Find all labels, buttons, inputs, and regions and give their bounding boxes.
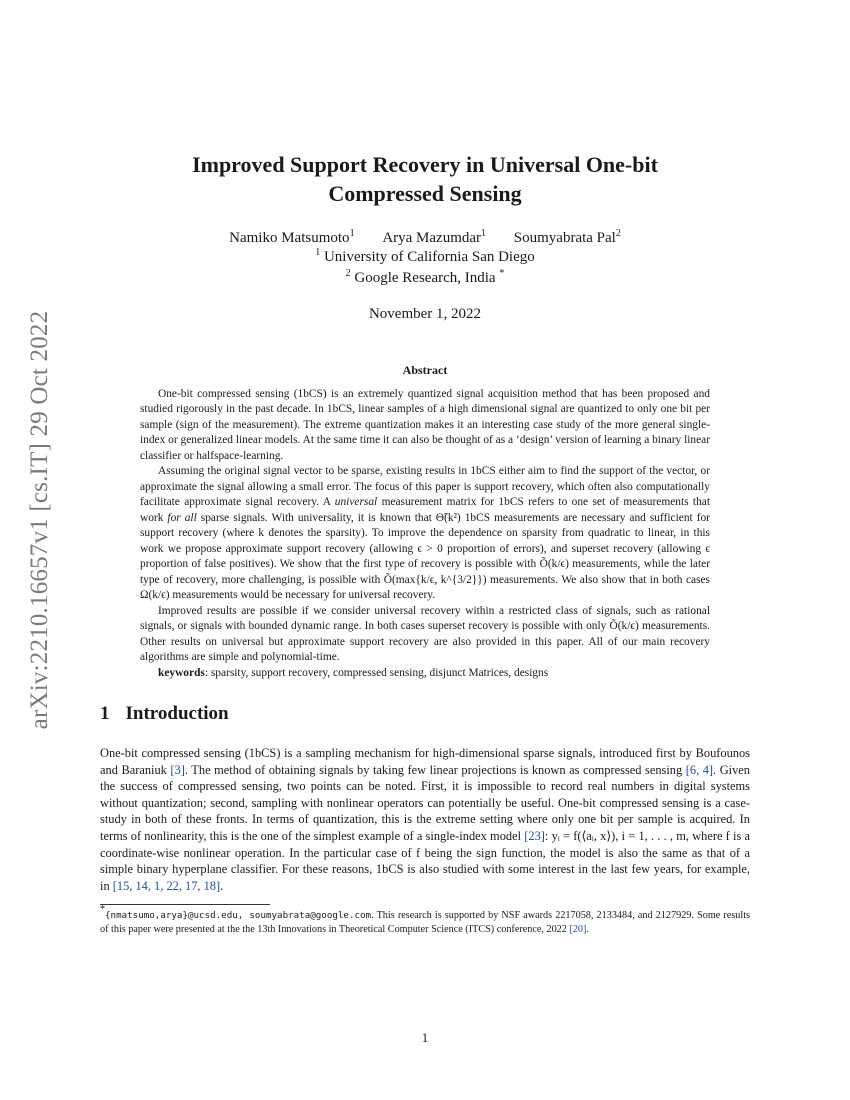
affiliation-mark: 1 [481, 228, 487, 239]
title-line-2: Compressed Sensing [328, 181, 522, 206]
affiliation-name: Google Research, India [354, 270, 496, 286]
affiliation-name: University of California San Diego [323, 249, 535, 265]
affiliation [100, 268, 750, 289]
abstract-emphasis: universal [334, 496, 378, 508]
paper-title [100, 150, 750, 208]
footnote-emails: {nmatsumo,arya}@ucsd.edu, soumyabrata@google.com [105, 910, 372, 922]
abstract-heading: Abstract [402, 363, 448, 377]
affiliation-mark: 2 [345, 268, 351, 279]
section-title: Introduction [125, 703, 229, 724]
title-line-1: Improved Support Recovery in Universal One-bit [192, 152, 658, 177]
abstract-text: Assuming the original signal vector to be sparse, existing results in 1bCS either aim to find the support of the vector, or approximate the signal allowing a small error. The focus of this paper is support recovery, which often also computationally facilitate approximate signal recovery. A [140, 465, 710, 508]
author-list [100, 230, 750, 247]
paper-page [100, 150, 750, 936]
abstract-text: sparse signals. With universality, it is known that Θ̃(k²) 1bCS measurements are necessary and sufficient for support recovery (where k denotes the sparsity). To improve the dependence on sparsity from quadratic to linear, in this work we propose approximate support recovery (allowing ϵ > 0 proportion of errors), and superset recovery (allowing ϵ proportion of false positives). We show that the first type of recovery is possible with Õ(k/ϵ) measurements, while the later type of recovery, more challenging, is possible with Õ(max{k/ϵ, k^{3/2}}) measurements. We also show that in both cases Ω(k/ϵ) measurements would be necessary for universal recovery. [140, 511, 710, 601]
author-name: Arya Mazumdar [382, 230, 482, 246]
citation-link[interactable]: [3] [170, 762, 185, 777]
author-name: Namiko Matsumoto [229, 230, 350, 246]
abstract [140, 363, 710, 681]
affiliation-mark: 2 [615, 228, 621, 239]
footnote-divider [100, 904, 270, 905]
author [514, 230, 621, 246]
section-number: 1 [100, 703, 110, 724]
affiliation [100, 247, 750, 268]
author [382, 230, 486, 246]
body-text: . [220, 878, 224, 893]
abstract-paragraph: One-bit compressed sensing (1bCS) is an extremely quantized signal acquisition method that has been proposed and studied rigorously in the past decade. In 1bCS, linear samples of a high dimensional signal are quantized to only one bit per sample (sign of the measurement). The extreme quantization makes it an interesting case study of the more general single-index or generalized linear models. At the same time it can also be thought of as a ‘design’ version of learning a binary linear classifier or halfspace-learning. [140, 387, 710, 462]
publication-date: November 1, 2022 [368, 306, 482, 322]
introduction-body [100, 745, 750, 894]
keywords [140, 666, 710, 682]
citation-link[interactable]: [6, 4] [685, 762, 714, 777]
affiliation-mark: 1 [315, 247, 321, 258]
citation-link[interactable]: [23] [524, 828, 545, 843]
body-text: . Given the success of compressed sensing, two points can be noted. First, it is impossible to record real numbers in digital systems without quantization; second, sampling with nonlinear operators can potentially be useful. One-bit compressed sensing is a case-study in both of these fronts. In terms of quantization, this is the extreme setting where only one bit per sample is acquired. In terms of nonlinearity, this is the one of the simplest example of a single-index model [100, 762, 750, 843]
citation-link[interactable]: [15, 14, 1, 22, 17, 18] [112, 878, 221, 893]
footnote-text: . [586, 923, 589, 935]
author [229, 230, 354, 246]
abstract-emphasis: for all [167, 511, 197, 524]
footnote [100, 904, 750, 936]
abstract-paragraph: Improved results are possible if we consider universal recovery within a restricted class of signals, such as rational signals, or signals with bounded dynamic range. In both cases superset recovery is possible with only Õ(k/ϵ) measurements. Other results on universal but approximate support recovery are also provided in this paper. All of our main recovery algorithms are simple and polynomial-time. [140, 604, 710, 663]
body-paragraph [100, 745, 750, 894]
section-heading [100, 703, 750, 725]
page-number: 1 [421, 1030, 429, 1045]
footnote-mark: * [499, 268, 505, 279]
author-name: Soumyabrata Pal [513, 230, 616, 246]
keywords-label: keywords [158, 666, 205, 679]
body-text: One-bit compressed sensing (1bCS) is a sampling mechanism for high-dimensional sparse signals, introduced first by Boufounos and Baraniuk [100, 746, 750, 777]
citation-link[interactable]: [20] [569, 923, 587, 935]
abstract-paragraph [140, 464, 710, 604]
affiliation-mark: 1 [349, 228, 355, 239]
arxiv-identifier: arXiv:2210.16657v1 [cs.IT] 29 Oct 2022 [26, 310, 53, 730]
keywords-text: : sparsity, support recovery, compressed sensing, disjunct Matrices, designs [204, 666, 549, 679]
body-text: : yᵢ = f(⟨aᵢ, x⟩), i = 1, . . . , m, where f is a coordinate-wise nonlinear operation. In the particular case of f being the sign function, the model is also the same as that of a simple binary hyperplane classifier. For these reasons, 1bCS is also studied with some interest in the last few years, for example, in [100, 828, 751, 893]
footnote-mark: * [100, 904, 105, 916]
abstract-text: measurement matrix for 1bCS refers to one set of measurements that work [140, 496, 710, 524]
body-text: . The method of obtaining signals by taking few linear projections is known as compressed sensing [184, 762, 686, 777]
footnote-text: . This research is supported by NSF awards 2217058, 2133484, and 2127929. Some results of this paper were presented at the the 13th Innovations in Theoretical Computer Science (ITCS) conference, 2022 [100, 910, 750, 935]
